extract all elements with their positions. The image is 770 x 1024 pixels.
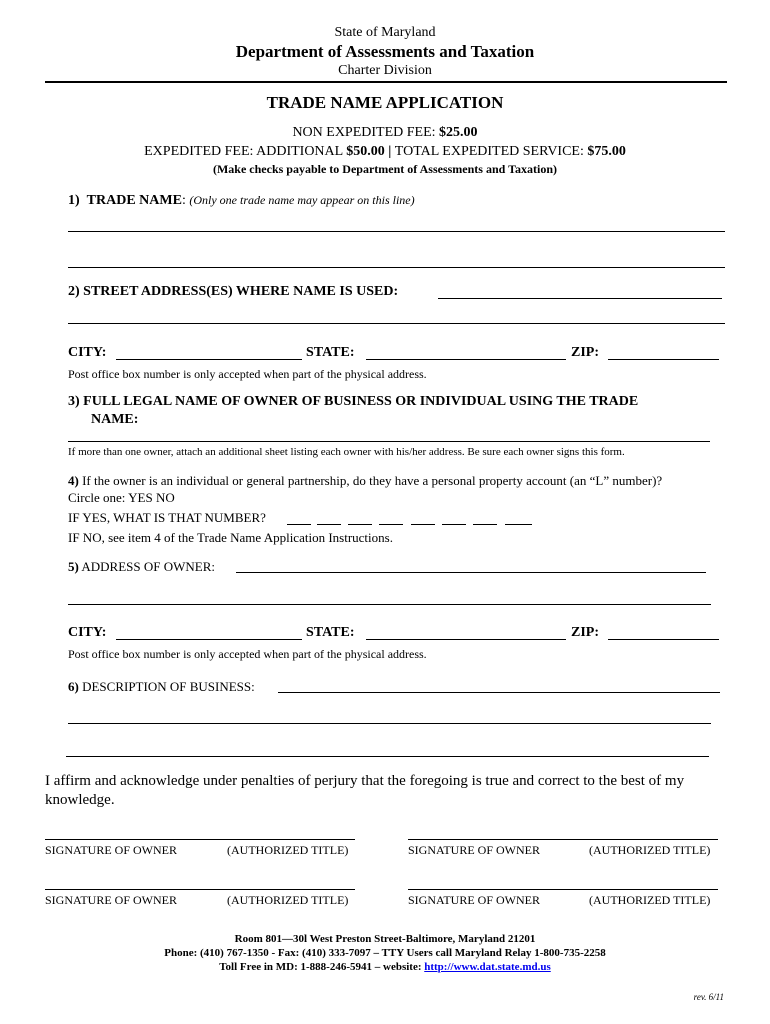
- signature-owner-label: SIGNATURE OF OWNER: [408, 893, 540, 907]
- footer-address: Room 801—30l West Preston Street-Baltimore, Maryland 21201: [234, 933, 536, 945]
- if-no-instructions: IF NO, see item 4 of the Trade Name Application Instructions.: [68, 530, 393, 545]
- l-number-digit[interactable]: [411, 524, 435, 525]
- signature-owner-label: SIGNATURE OF OWNER: [408, 843, 540, 857]
- l-number-digit[interactable]: [473, 524, 497, 525]
- city-label-2: CITY:: [68, 625, 107, 640]
- city-label-1: CITY:: [68, 345, 107, 360]
- state-label-2: STATE:: [306, 625, 355, 640]
- description-line-3[interactable]: [66, 756, 709, 757]
- affirmation-text: I affirm and acknowledge under penalties of perjury that the foregoing is true and correct to the best of my knowledge.: [45, 773, 685, 808]
- footer-phone: Phone: (410) 767-1350 - Fax: (410) 333-7097 – TTY Users call Maryland Relay 1-800-735-2258: [164, 947, 606, 959]
- form-title: TRADE NAME APPLICATION: [266, 93, 504, 112]
- signature-line[interactable]: [45, 889, 355, 890]
- street-address-line-2[interactable]: [68, 323, 725, 324]
- l-number-digit[interactable]: [287, 524, 311, 525]
- header-department: Department of Assessments and Taxation: [235, 42, 535, 61]
- website-link[interactable]: http://www.dat.state.md.us: [424, 961, 551, 973]
- owner-address-line-2[interactable]: [68, 604, 711, 605]
- po-box-note-1: Post office box number is only accepted when part of the physical address.: [68, 367, 427, 381]
- authorized-title-label: (AUTHORIZED TITLE): [227, 893, 349, 907]
- state-field-2[interactable]: [366, 639, 566, 640]
- section-1-heading: 1) TRADE NAME: (Only one trade name may appear on this line): [68, 193, 415, 208]
- footer-tollfree: Toll Free in MD: 1-888-246-5941 – website: http://www.dat.state.md.us: [219, 961, 551, 973]
- header-state: State of Maryland: [334, 25, 436, 40]
- po-box-note-2: Post office box number is only accepted when part of the physical address.: [68, 647, 427, 661]
- signature-line[interactable]: [45, 839, 355, 840]
- revision-note: rev. 6/11: [693, 992, 724, 1002]
- signature-line[interactable]: [408, 839, 718, 840]
- l-number-digit[interactable]: [348, 524, 372, 525]
- l-number-digit[interactable]: [442, 524, 466, 525]
- l-number-digit[interactable]: [317, 524, 341, 525]
- authorized-title-label: (AUTHORIZED TITLE): [227, 843, 349, 857]
- authorized-title-label: (AUTHORIZED TITLE): [589, 843, 711, 857]
- trade-name-line-1[interactable]: [68, 231, 725, 232]
- city-field-2[interactable]: [116, 639, 302, 640]
- zip-field-1[interactable]: [608, 359, 719, 360]
- owner-address-field[interactable]: [236, 572, 706, 573]
- signature-line[interactable]: [408, 889, 718, 890]
- zip-label-2: ZIP:: [571, 625, 599, 640]
- city-field-1[interactable]: [116, 359, 302, 360]
- section-3-heading-cont: NAME:: [91, 412, 139, 427]
- l-number-prompt: IF YES, WHAT IS THAT NUMBER?: [68, 510, 266, 525]
- non-expedited-fee: NON EXPEDITED FEE: $25.00: [292, 125, 478, 140]
- section-5-heading: 5) ADDRESS OF OWNER:: [68, 559, 216, 574]
- trade-name-line-2[interactable]: [68, 267, 725, 268]
- signature-owner-label: SIGNATURE OF OWNER: [45, 843, 177, 857]
- circle-one-yes-no[interactable]: Circle one: YES NO: [68, 490, 175, 505]
- header-division: Charter Division: [338, 63, 432, 78]
- zip-label-1: ZIP:: [571, 345, 599, 360]
- signature-owner-label: SIGNATURE OF OWNER: [45, 893, 177, 907]
- section-3-heading: 3) FULL LEGAL NAME OF OWNER OF BUSINESS OR INDIVIDUAL USING THE TRADE: [68, 394, 639, 409]
- zip-field-2[interactable]: [608, 639, 719, 640]
- state-label-1: STATE:: [306, 345, 355, 360]
- header-rule: [45, 81, 727, 83]
- owner-name-field[interactable]: [68, 441, 710, 442]
- multiple-owner-note: If more than one owner, attach an additional sheet listing each owner with his/her address. Be sure each owner signs this form.: [68, 446, 625, 458]
- l-number-digit[interactable]: [505, 524, 532, 525]
- street-address-field[interactable]: [438, 298, 722, 299]
- section-6-heading: 6) DESCRIPTION OF BUSINESS:: [68, 679, 255, 694]
- l-number-digit[interactable]: [379, 524, 403, 525]
- section-2-heading: 2) STREET ADDRESS(ES) WHERE NAME IS USED:: [68, 284, 399, 299]
- description-field[interactable]: [278, 692, 720, 693]
- description-line-2[interactable]: [68, 723, 711, 724]
- section-4-question: 4) If the owner is an individual or general partnership, do they have a personal property account (an “L” number)?: [68, 473, 663, 488]
- expedited-fee: EXPEDITED FEE: ADDITIONAL $50.00 | TOTAL EXPEDITED SERVICE: $75.00: [144, 144, 626, 159]
- state-field-1[interactable]: [366, 359, 566, 360]
- authorized-title-label: (AUTHORIZED TITLE): [589, 893, 711, 907]
- checks-note: (Make checks payable to Department of Assessments and Taxation): [212, 162, 557, 176]
